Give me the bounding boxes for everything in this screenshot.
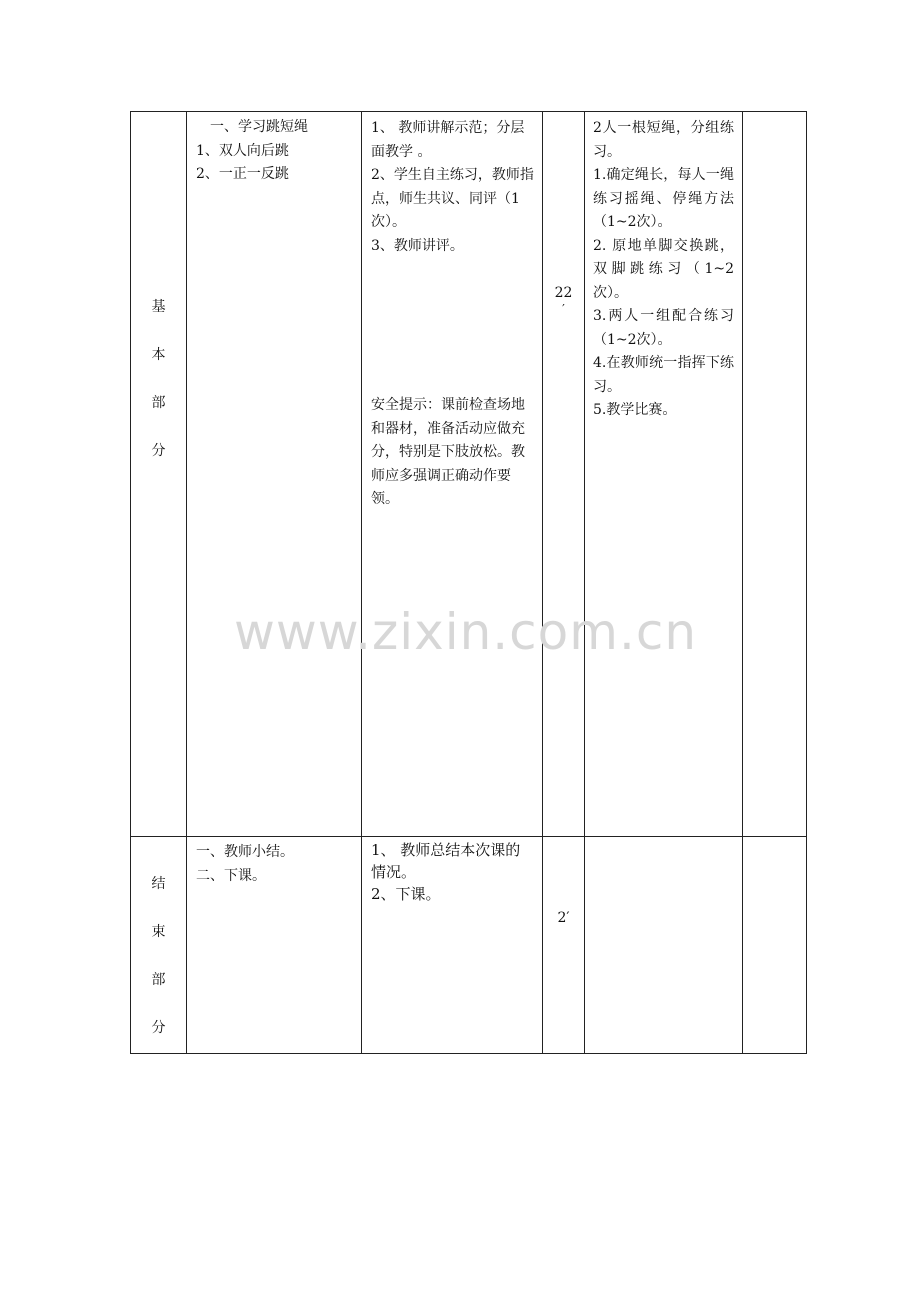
content-line: 二、下课。 (196, 867, 266, 884)
organization-item: 2. 原地单脚交换跳，双脚跳练习（1~2次）。 (593, 237, 734, 301)
ending-section-label-cell (131, 837, 187, 1054)
ending-section-row (131, 837, 807, 1054)
method-step: 2、下课。 (371, 885, 441, 903)
method-step: 1、 教师总结本次课的情况。 (371, 841, 521, 881)
time-value: 22 (554, 285, 573, 301)
time-unit: ′ (562, 302, 565, 316)
ending-content-cell (187, 837, 362, 1054)
organization-item: 2人一根短绳，分组练习。 (593, 120, 734, 160)
ending-note-cell (743, 837, 807, 1054)
watermark: www.zixin.com.cn (234, 603, 698, 661)
organization-item: 5.教学比赛。 (593, 402, 677, 418)
basic-section-label-cell (131, 112, 187, 837)
content-line: 一、学习跳短绳 (210, 119, 308, 135)
basic-content-cell (187, 112, 362, 837)
section-char: 基 (151, 299, 166, 315)
basic-time-cell (543, 112, 585, 837)
method-step: 3、教师讲评。 (371, 237, 464, 254)
organization-item: 3.两人一组配合练习（1~2次）。 (593, 308, 734, 348)
section-char: 分 (151, 443, 166, 459)
section-char: 结 (151, 876, 166, 892)
section-char: 部 (151, 972, 166, 988)
safety-tip: 安全提示：课前检查场地和器材，准备活动应做充分，特别是下肢放松。教师应多强调正确动作要领。 (371, 397, 525, 507)
section-char: 束 (151, 924, 166, 940)
basic-note-cell (743, 112, 807, 837)
lesson-plan-table (130, 111, 807, 1054)
organization-item: 4.在教师统一指挥下练习。 (593, 355, 734, 395)
basic-section-row (131, 112, 807, 837)
ending-method-cell (362, 837, 543, 1054)
section-char: 本 (151, 347, 166, 363)
basic-organization-cell (585, 112, 743, 837)
time-value: 2′ (557, 910, 570, 926)
method-step: 2、学生自主练习，教师指点，师生共议、同评（1次）。 (371, 167, 534, 230)
section-char: 分 (151, 1020, 166, 1036)
method-step: 1、 教师讲解示范；分层面教学 。 (371, 120, 525, 160)
content-line: 1、双人向后跳 (196, 142, 289, 159)
organization-item: 1.确定绳长，每人一绳练习摇绳、停绳方法（1~2次）。 (593, 167, 734, 230)
section-char: 部 (151, 395, 166, 411)
basic-method-cell (362, 112, 543, 837)
content-line: 一、教师小结。 (196, 844, 294, 860)
content-line: 2、一正一反跳 (196, 166, 289, 182)
ending-organization-cell (585, 837, 743, 1054)
ending-time-cell (543, 837, 585, 1054)
